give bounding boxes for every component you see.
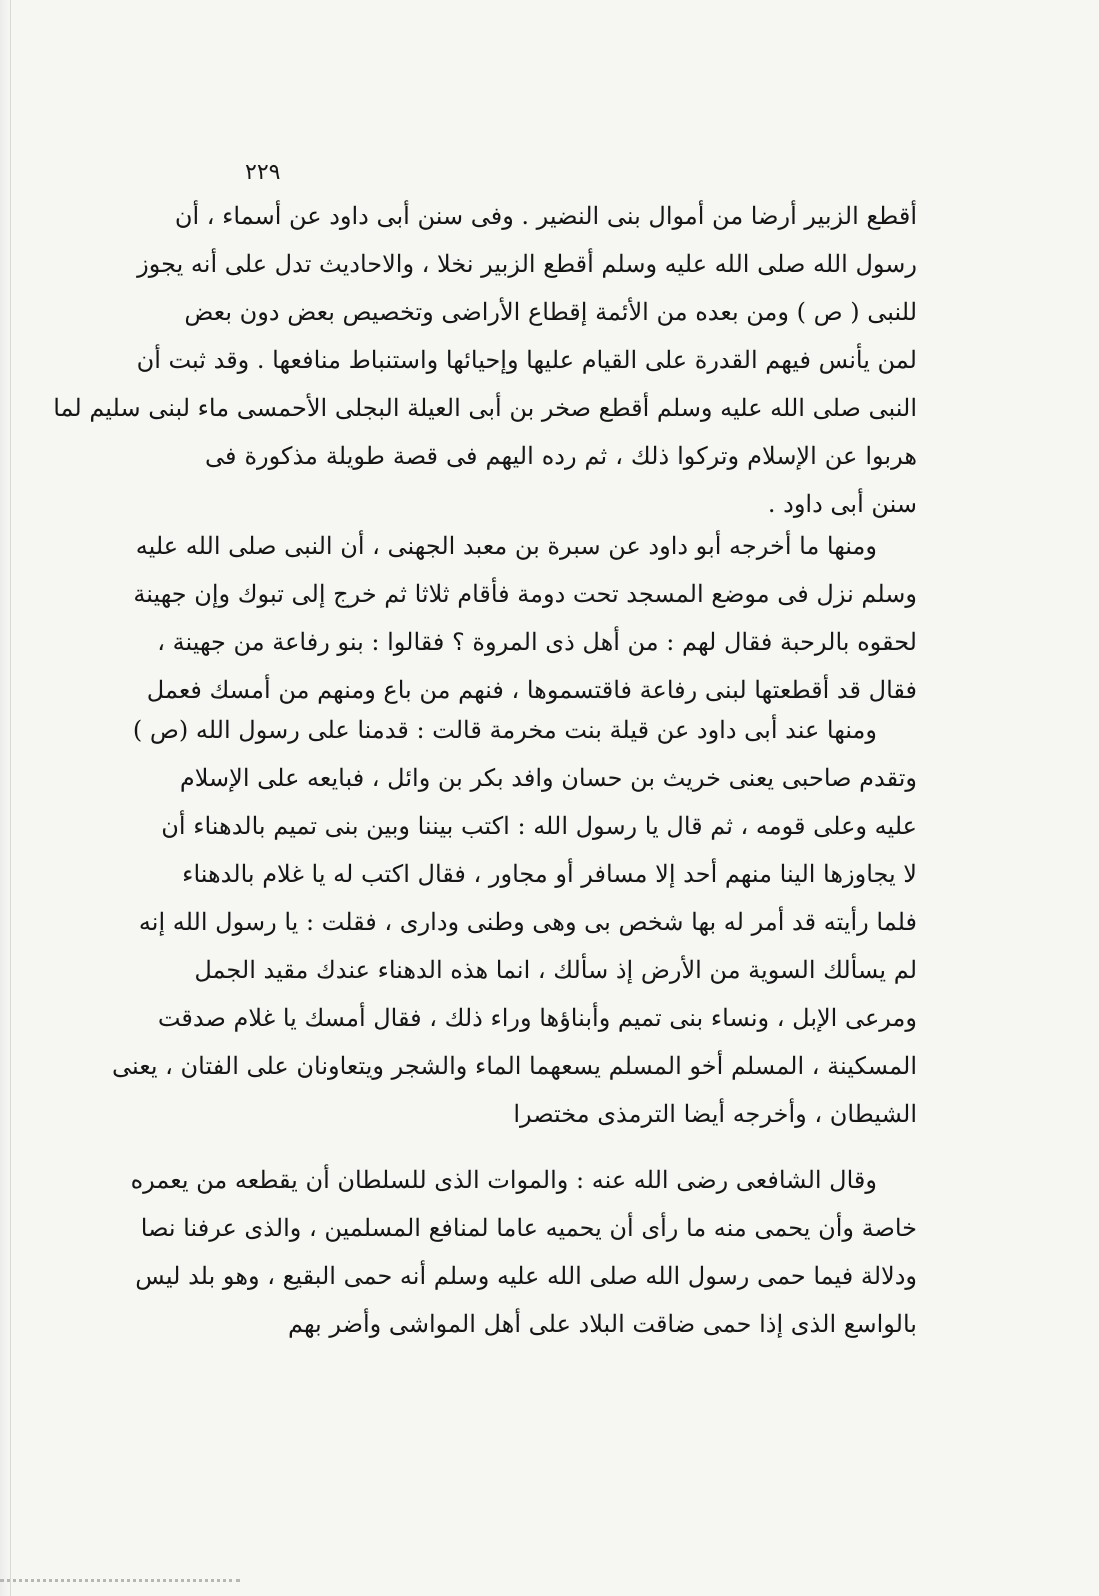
text-line: وتقدم صاحبى يعنى خريث بن حسان وافد بكر بن وائل ، فبايعه على الإسلام <box>179 764 917 792</box>
text-line: النبى صلى الله عليه وسلم أقطع صخر بن أبى العيلة البجلى الأحمسى ماء لبنى سليم لما <box>53 394 917 422</box>
text-line: ومنها عند أبى داود عن قيلة بنت مخرمة قالت : قدمنا على رسول الله (ص ) <box>132 716 877 744</box>
text-line: لا يجاوزها الينا منهم أحد إلا مسافر أو مجاور ، فقال اكتب له يا غلام بالدهناء <box>182 860 917 888</box>
paragraph-2 <box>133 522 917 714</box>
text-line: بالواسع الذى إذا حمى ضاقت البلاد على أهل المواشى وأضر بهم <box>287 1310 917 1338</box>
text-line: هربوا عن الإسلام وتركوا ذلك ، ثم رده اليهم فى قصة طويلة مذكورة فى <box>205 442 917 470</box>
text-line: ومرعى الإبل ، ونساء بنى تميم وأبناؤها وراء ذلك ، فقال أمسك يا غلام صدقت <box>157 1004 917 1032</box>
text-line: سنن أبى داود . <box>767 490 917 518</box>
paragraph-1 <box>53 192 917 528</box>
paragraph-4 <box>130 1156 917 1348</box>
paragraph-3 <box>112 706 917 1138</box>
bottom-edge-rule <box>0 1579 240 1582</box>
text-line: وقال الشافعى رضى الله عنه : والموات الذى للسلطان أن يقطعه من يعمره <box>130 1166 877 1194</box>
text-line: فلما رأيته قد أمر له بها شخص بى وهى وطنى ودارى ، فقلت : يا رسول الله إنه <box>138 908 917 936</box>
text-line: لحقوه بالرحبة فقال لهم : من أهل ذى المروة ؟ فقالوا : بنو رفاعة من جهينة ، <box>157 628 917 656</box>
text-line: وسلم نزل فى موضع المسجد تحت دومة فأقام ثلاثا ثم خرج إلى تبوك وإن جهينة <box>133 580 917 608</box>
text-line: ودلالة فيما حمى رسول الله صلى الله عليه وسلم أنه حمى البقيع ، وهو بلد ليس <box>135 1262 917 1290</box>
text-line: عليه وعلى قومه ، ثم قال يا رسول الله : اكتب بيننا وبين بنى تميم بالدهناء أن <box>161 812 917 840</box>
text-line: المسكينة ، المسلم أخو المسلم يسعهما الماء والشجر ويتعاونان على الفتان ، يعنى <box>112 1052 917 1080</box>
text-line: الشيطان ، وأخرجه أيضا الترمذى مختصرا <box>513 1100 917 1128</box>
text-line: ومنها ما أخرجه أبو داود عن سبرة بن معبد الجهنى ، أن النبى صلى الله عليه <box>135 532 877 560</box>
text-line: للنبى ( ص ) ومن بعده من الأئمة إقطاع الأراضى وتخصيص بعض دون بعض <box>184 298 917 326</box>
page-number: ٢٢٩ <box>245 160 281 185</box>
text-line: لمن يأنس فيهم القدرة على القيام عليها وإحيائها واستنباط منافعها . وقد ثبت أن <box>136 346 917 374</box>
page-left-edge <box>0 0 11 1596</box>
text-line: رسول الله صلى الله عليه وسلم أقطع الزبير نخلا ، والاحاديث تدل على أنه يجوز <box>137 250 917 278</box>
text-line: فقال قد أقطعتها لبنى رفاعة فاقتسموها ، فنهم من باع ومنهم من أمسك فعمل <box>146 676 917 704</box>
text-line: خاصة وأن يحمى منه ما رأى أن يحميه عاما لمنافع المسلمين ، والذى عرفنا نصا <box>140 1214 917 1242</box>
text-line: أقطع الزبير أرضا من أموال بنى النضير . وفى سنن أبى داود عن أسماء ، أن <box>174 202 917 230</box>
text-line: لم يسألك السوية من الأرض إذ سألك ، انما هذه الدهناء عندك مقيد الجمل <box>194 956 917 984</box>
